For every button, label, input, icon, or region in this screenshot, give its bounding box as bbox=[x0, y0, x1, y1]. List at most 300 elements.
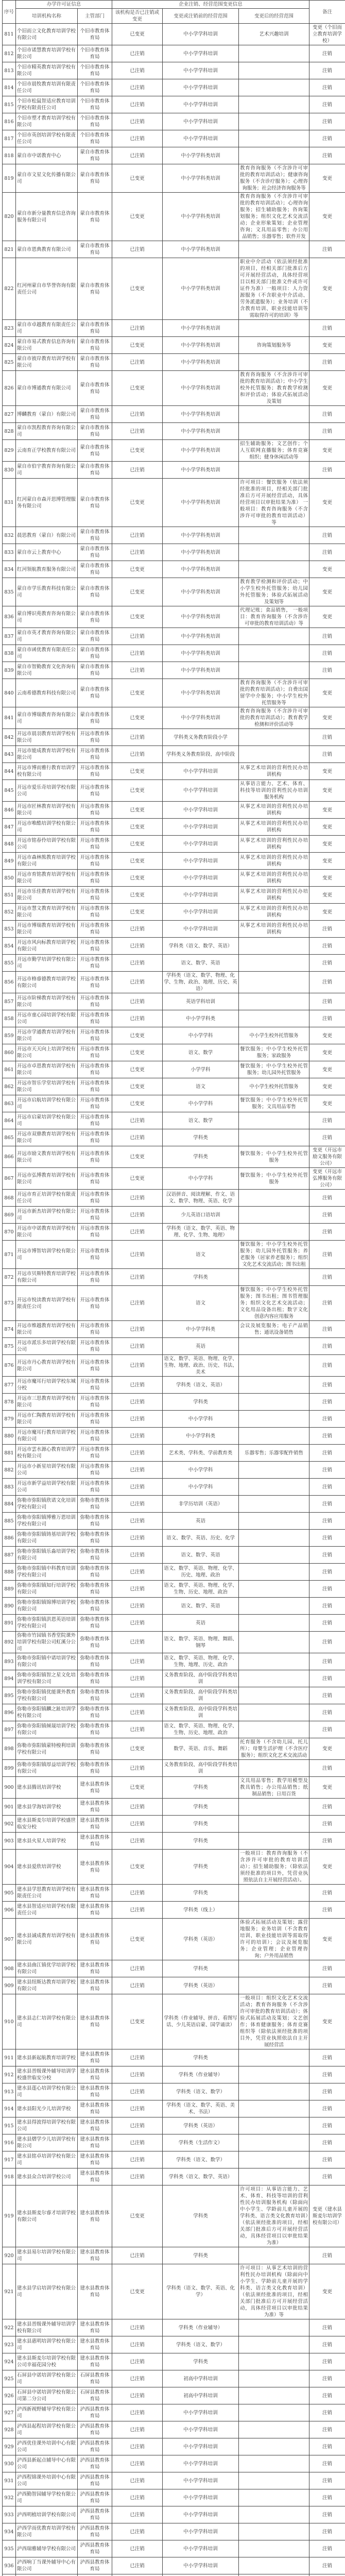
supervising-department: 弥勒市教育体育局 bbox=[78, 1738, 112, 1760]
status: 已变更 bbox=[112, 1146, 163, 1168]
scope-after bbox=[239, 2574, 309, 2576]
supervising-department: 开远市教育体育局 bbox=[78, 887, 112, 904]
table-row bbox=[3, 1885, 345, 1902]
status: 已注销 bbox=[112, 113, 163, 130]
table-row bbox=[3, 1687, 345, 1704]
remark: 变更 bbox=[309, 193, 345, 241]
status: 已注销 bbox=[112, 2168, 163, 2185]
scope-after bbox=[239, 96, 309, 113]
row-number: 853 bbox=[3, 921, 16, 938]
row-number: 899 bbox=[3, 1760, 16, 1777]
row-number: 830 bbox=[3, 462, 16, 479]
status: 已变更 bbox=[112, 164, 163, 193]
supervising-department: 开远市教育体育局 bbox=[78, 1321, 112, 1338]
scope-before: 学科类（英语） bbox=[163, 1977, 239, 1994]
remark: 注销 bbox=[309, 938, 345, 955]
scope-after bbox=[239, 544, 309, 561]
table-row bbox=[3, 1269, 345, 1286]
scope-after bbox=[239, 147, 309, 164]
table-row bbox=[3, 2185, 345, 2247]
scope-after: 文具用品零售；教学用模型及教具销售；办公用品销售；纸制品销售；日用百货 bbox=[239, 1777, 309, 1799]
scope-after bbox=[239, 2370, 309, 2387]
row-number: 929 bbox=[3, 2438, 16, 2455]
scope-after bbox=[239, 1632, 309, 1653]
table-row bbox=[3, 1632, 345, 1653]
remark: 注销 bbox=[309, 1428, 345, 1445]
table-row bbox=[3, 1168, 345, 1190]
scope-before: 中小学学科类 bbox=[163, 1010, 239, 1027]
status: 已注销 bbox=[112, 1269, 163, 1286]
status: 已注销 bbox=[112, 79, 163, 96]
institution-name: 开远市仁陶教育培训学校有限公司 bbox=[16, 1411, 78, 1428]
table-row bbox=[3, 337, 345, 354]
row-number: 833 bbox=[3, 544, 16, 561]
row-number: 863 bbox=[3, 1095, 16, 1112]
table-row bbox=[3, 628, 345, 645]
institution-name: 泸西勤智园辅导学校有限公司 bbox=[16, 2489, 78, 2506]
scope-before: 中小学学科培训 bbox=[163, 96, 239, 113]
status: 已注销 bbox=[112, 1394, 163, 1411]
supervising-department: 个旧市教育体育局 bbox=[78, 96, 112, 113]
institution-name: 个旧市英创培训学校有限责任公司 bbox=[16, 130, 78, 147]
supervising-department: 弥勒市教育体育局 bbox=[78, 1704, 112, 1721]
scope-after bbox=[239, 662, 309, 679]
remark: 变更 bbox=[309, 707, 345, 729]
header-status: 该机构是否已注销或变更 bbox=[112, 9, 163, 24]
scope-after bbox=[239, 241, 309, 258]
scope-before: 学科类 bbox=[163, 1850, 239, 1885]
supervising-department: 开远市教育体育局 bbox=[78, 1061, 112, 1078]
remark: 变更 bbox=[309, 1095, 345, 1112]
table-row bbox=[3, 1760, 345, 1777]
scope-before: 中小学学科培训 bbox=[163, 2489, 239, 2506]
table-row bbox=[3, 561, 345, 578]
scope-after bbox=[239, 1207, 309, 1224]
institution-name: 蒙自市新分量教育信息咨询服务有限公司 bbox=[16, 193, 78, 241]
status: 已变更 bbox=[112, 1027, 163, 1044]
supervising-department: 弥勒市教育体育局 bbox=[78, 1653, 112, 1670]
row-number: 829 bbox=[3, 440, 16, 462]
scope-after: 从事艺术培训的营利性民办培训机构 bbox=[239, 921, 309, 938]
scope-after bbox=[239, 1462, 309, 1479]
supervising-department: 泸西县教育体育局 bbox=[78, 2523, 112, 2540]
scope-after bbox=[239, 645, 309, 662]
supervising-department: 建水县教育体育局 bbox=[78, 1833, 112, 1850]
status: 已注销 bbox=[112, 241, 163, 258]
table-row bbox=[3, 2100, 345, 2117]
institution-name: 建水县学海培训学校 bbox=[16, 1799, 78, 1816]
supervising-department: 蒙自市教育体育局 bbox=[78, 440, 112, 462]
institution-name: 开远市新学益培训学校有限公司 bbox=[16, 1479, 78, 1496]
remark: 变更 bbox=[309, 371, 345, 406]
table-row bbox=[3, 1394, 345, 1411]
scope-before: 语文 bbox=[163, 1286, 239, 1321]
remark: 变更 bbox=[309, 164, 345, 193]
institution-name: 建水县晋级课外辅导培训学校盛世临安分校 bbox=[16, 2066, 78, 2083]
table-row bbox=[3, 1428, 345, 1445]
scope-before: 学科类（语文、数学） bbox=[163, 2336, 239, 2353]
remark: 注销 bbox=[309, 1010, 345, 1027]
scope-after: 咨询策划服务等 bbox=[239, 337, 309, 354]
institution-name: 泸西县起程培训学校有限公司 bbox=[16, 2421, 78, 2438]
supervising-department: 建水县教育体育局 bbox=[78, 2264, 112, 2319]
scope-before: 义务教育阶段、高中阶段学科类培训 bbox=[163, 1687, 239, 1704]
scope-after bbox=[239, 2247, 309, 2264]
status: 已注销 bbox=[112, 2404, 163, 2421]
table-row bbox=[3, 1010, 345, 1027]
row-number: 845 bbox=[3, 780, 16, 802]
supervising-department: 建水县教育体育局 bbox=[78, 2134, 112, 2151]
table-row bbox=[3, 1547, 345, 1564]
supervising-department: 开远市教育体育局 bbox=[78, 1207, 112, 1224]
supervising-department: 建水县教育体育局 bbox=[78, 2185, 112, 2247]
status bbox=[112, 2574, 163, 2576]
scope-after bbox=[239, 2117, 309, 2134]
scope-before: 学科类（线上） bbox=[163, 1902, 239, 1919]
status: 已注销 bbox=[112, 1598, 163, 1615]
status: 已变更 bbox=[112, 371, 163, 406]
scope-after bbox=[239, 1112, 309, 1129]
remark: 变更 bbox=[309, 606, 345, 628]
remark: 注销 bbox=[309, 1704, 345, 1721]
table-row bbox=[3, 258, 345, 320]
remark: 注销 bbox=[309, 2387, 345, 2404]
status: 已注销 bbox=[112, 1355, 163, 1377]
status: 已注销 bbox=[112, 2421, 163, 2438]
status: 已注销 bbox=[112, 2489, 163, 2506]
table-row bbox=[3, 1977, 345, 1994]
row-number: 915 bbox=[3, 2117, 16, 2134]
scope-after bbox=[239, 45, 309, 62]
scope-after: 教育咨询服务（不含涉许可审批的教育培训活动）；自费出国留学中介服务；中小学生校外托管服务等 bbox=[239, 679, 309, 707]
status: 已变更 bbox=[112, 1777, 163, 1799]
supervising-department: 蒙自市教育体育局 bbox=[78, 371, 112, 406]
institution-name: 建水县志仁培训学校有限公司 bbox=[16, 1994, 78, 2049]
institution-name: 建水县智适应培训学校有限责任公司 bbox=[16, 1902, 78, 1919]
table-row bbox=[3, 2247, 345, 2264]
scope-after: 餐饮服务；中小学生校外托管服务；幼儿园外托管服务；养老服务（居家养老服务）；组织文化艺术交流活动；图书出租 bbox=[239, 1241, 309, 1269]
table-row bbox=[3, 955, 345, 972]
row-number: 901 bbox=[3, 1799, 16, 1816]
row-number: 881 bbox=[3, 1445, 16, 1462]
scope-after: 一般项目：教育咨询服务（不含涉许可审批的教育培训活动）；招生辅助服务；（除依法须经批准的项目外，凭营业执照依法自主开展经营活动）。 bbox=[239, 1850, 309, 1885]
row-number: 834 bbox=[3, 561, 16, 578]
scope-before: 中小学学科培训 bbox=[163, 2404, 239, 2421]
remark: 注销 bbox=[309, 406, 345, 423]
table-row bbox=[3, 1321, 345, 1338]
institution-name: 开远市博而雅行教育培训学校有限公司 bbox=[16, 763, 78, 780]
institution-name: 石屏县中诺培训学校有限公司 bbox=[16, 2370, 78, 2387]
remark: 变更 bbox=[309, 479, 345, 527]
scope-before: 中小学学科培训 bbox=[163, 2557, 239, 2574]
remark: 注销 bbox=[309, 2472, 345, 2489]
table-row bbox=[3, 2319, 345, 2336]
scope-after: 一般项目：组织文化艺术交流活动；教育咨询服务（不含涉许可审批的教育培训活动）；体验式拓展活动及策划；文艺创作；体育健康服务；体育竞赛组织等（除依法须经批准的项目外，凭营业执照依法自主开展经营活 bbox=[239, 1994, 309, 2049]
row-number: 820 bbox=[3, 193, 16, 241]
supervising-department: 蒙自市教育体育局 bbox=[78, 423, 112, 440]
institution-name: 开远市博智培训学校有限公司 bbox=[16, 1241, 78, 1269]
scope-before: 中小学学科培训 bbox=[163, 45, 239, 62]
status: 已注销 bbox=[112, 2557, 163, 2574]
supervising-department: 建水县教育体育局 bbox=[78, 2151, 112, 2168]
institution-name: 开远市启蒙培训学校有限公司 bbox=[16, 1112, 78, 1129]
status: 已注销 bbox=[112, 1530, 163, 1547]
scope-before: 义务教育阶段、高中阶段学科类培训 bbox=[163, 1704, 239, 1721]
institution-name: 弥勒市弥阳镇锦博培训学校有限公司 bbox=[16, 1598, 78, 1615]
status: 已注销 bbox=[112, 1799, 163, 1816]
status: 已注销 bbox=[112, 1338, 163, 1355]
scope-before: 中小学学科培训 bbox=[163, 2523, 239, 2540]
remark: 注销 bbox=[309, 1355, 345, 1377]
scope-after bbox=[239, 1977, 309, 1994]
remark: 注销 bbox=[309, 1445, 345, 1462]
supervising-department: 弥勒市教育体育局 bbox=[78, 1760, 112, 1777]
scope-after: 会议及展览服务；电子产品销售；通讯设备销售 bbox=[239, 1321, 309, 1338]
table-row bbox=[3, 130, 345, 147]
table-row bbox=[3, 1513, 345, 1530]
table-row bbox=[3, 1704, 345, 1721]
remark: 注销 bbox=[309, 921, 345, 938]
status: 已变更 bbox=[112, 870, 163, 887]
supervising-department: 开远市教育体育局 bbox=[78, 1241, 112, 1269]
status: 已变更 bbox=[112, 1168, 163, 1190]
table-row bbox=[3, 544, 345, 561]
remark: 注销 bbox=[309, 1581, 345, 1598]
table-row bbox=[3, 2117, 345, 2134]
institution-name: 开远市魔耳行教育培训学校有限公司 bbox=[16, 1428, 78, 1445]
row-number: 934 bbox=[3, 2523, 16, 2540]
remark: 变更 bbox=[309, 1044, 345, 1061]
row-number: 936 bbox=[3, 2557, 16, 2574]
status: 已注销 bbox=[112, 2370, 163, 2387]
scope-after bbox=[239, 1394, 309, 1411]
scope-after bbox=[239, 79, 309, 96]
scope-before: 中小学学科类培训 bbox=[163, 147, 239, 164]
status: 已注销 bbox=[112, 1377, 163, 1394]
institution-name: 个旧市晨牧教育培训有限责任公司 bbox=[16, 79, 78, 96]
scope-after bbox=[239, 62, 309, 79]
institution-name: 开远市天天向上培训学校有限公司 bbox=[16, 1044, 78, 1061]
scope-after bbox=[239, 2049, 309, 2066]
status: 已注销 bbox=[112, 462, 163, 479]
status: 已注销 bbox=[112, 1241, 163, 1269]
status: 已注销 bbox=[112, 1286, 163, 1321]
scope-after bbox=[239, 746, 309, 763]
status: 已注销 bbox=[112, 2134, 163, 2151]
row-number: 811 bbox=[3, 24, 16, 45]
row-number: 914 bbox=[3, 2100, 16, 2117]
status: 已变更 bbox=[112, 853, 163, 870]
institution-name: 蒙自市文星文化传播有限公司 bbox=[16, 164, 78, 193]
row-number: 893 bbox=[3, 1653, 16, 1670]
row-number: 862 bbox=[3, 1078, 16, 1095]
institution-name: 建水县爱欣培训学校 bbox=[16, 1850, 78, 1885]
registry-table bbox=[2, 0, 345, 2576]
scope-before: 中小学学科培训 bbox=[163, 819, 239, 836]
supervising-department: 建水县教育体育局 bbox=[78, 1777, 112, 1799]
remark: 变更 bbox=[309, 853, 345, 870]
scope-after: 许可项目：从事语言能力、艺术、体育、科技等培训的营利性民办培训服务机构（除面向中小学生、学龄前儿童开展的学科类、语言类文化教育培训）（依法须经批准的项目，经相关部门批准后方可开展经营活动，具体经营项目以审批结果为准） bbox=[239, 2185, 309, 2247]
table-row bbox=[3, 1061, 345, 1078]
scope-after bbox=[239, 1760, 309, 1777]
status: 已注销 bbox=[112, 645, 163, 662]
row-number: 925 bbox=[3, 2370, 16, 2387]
status: 已注销 bbox=[112, 1760, 163, 1777]
scope-before: 中小学学科 bbox=[163, 1462, 239, 1479]
supervising-department: 开远市教育体育局 bbox=[78, 1224, 112, 1241]
row-number: 930 bbox=[3, 2455, 16, 2472]
scope-after bbox=[239, 320, 309, 337]
remark: 注销 bbox=[309, 320, 345, 337]
supervising-department: 泸西县教育体育局 bbox=[78, 2557, 112, 2574]
scope-after bbox=[239, 2083, 309, 2100]
status: 已注销 bbox=[112, 1615, 163, 1632]
status: 已注销 bbox=[112, 2151, 163, 2168]
scope-after bbox=[239, 423, 309, 440]
remark: 注销 bbox=[309, 729, 345, 746]
supervising-department: 建水县教育体育局 bbox=[78, 1850, 112, 1885]
row-number: 884 bbox=[3, 1496, 16, 1513]
status: 已变更 bbox=[112, 2264, 163, 2319]
status: 已注销 bbox=[112, 2117, 163, 2134]
row-number: 911 bbox=[3, 2049, 16, 2066]
remark: 注销 bbox=[309, 45, 345, 62]
scope-before: 英语 bbox=[163, 1338, 239, 1355]
scope-after bbox=[239, 130, 309, 147]
table-row bbox=[3, 1564, 345, 1581]
scope-before: 中小学学科培训 bbox=[163, 870, 239, 887]
row-number: 921 bbox=[3, 2264, 16, 2319]
scope-before: 中小学学科类培训 bbox=[163, 440, 239, 462]
scope-before: 中小学学科类培训 bbox=[163, 544, 239, 561]
row-number: 903 bbox=[3, 1833, 16, 1850]
supervising-department: 建水县教育体育局 bbox=[78, 1885, 112, 1902]
supervising-department: 蒙自市教育体育局 bbox=[78, 320, 112, 337]
supervising-department: 泸西县教育体育局 bbox=[78, 2404, 112, 2421]
row-number: 889 bbox=[3, 1581, 16, 1598]
scope-after bbox=[239, 1496, 309, 1513]
table-row bbox=[3, 887, 345, 904]
scope-after: 教育咨询服务（不含涉许可审批的教育培训活动）；中小学生校外托管服务；教育教学检测和评价活动；体验式拓展活动及策划 bbox=[239, 371, 309, 406]
table-row bbox=[3, 164, 345, 193]
supervising-department: 开远市教育体育局 bbox=[78, 1269, 112, 1286]
remark: 注销 bbox=[309, 1615, 345, 1632]
institution-name: 建水县易尔培训学校有限公司 bbox=[16, 2247, 78, 2264]
scope-after: 艺术兴趣培训 bbox=[239, 24, 309, 45]
scope-before: 中小学学科 bbox=[163, 1479, 239, 1496]
status: 已注销 bbox=[112, 2506, 163, 2523]
institution-name: 开远市丹心教育培训学校有限公司 bbox=[16, 1355, 78, 1377]
scope-before: 中小学学科培训 bbox=[163, 2438, 239, 2455]
table-row bbox=[3, 2489, 345, 2506]
row-number: 932 bbox=[3, 2489, 16, 2506]
status: 已注销 bbox=[112, 423, 163, 440]
status: 已注销 bbox=[112, 1112, 163, 1129]
status: 已注销 bbox=[112, 2083, 163, 2100]
remark: 注销 bbox=[309, 1687, 345, 1704]
remark: 注销 bbox=[309, 130, 345, 147]
supervising-department: 弥勒市教育体育局 bbox=[78, 1687, 112, 1704]
institution-name: 个旧而立文化教育培训学校有限公司 bbox=[16, 24, 78, 45]
institution-name: 蒙自市博通教育有限公司 bbox=[16, 371, 78, 406]
remark: 注销 bbox=[309, 1462, 345, 1479]
institution-name: 开远市育正培训学校有限责任公司 bbox=[16, 1190, 78, 1207]
row-number: 906 bbox=[3, 1902, 16, 1919]
remark: 注销 bbox=[309, 2336, 345, 2353]
supervising-department: 蒙自市教育体育局 bbox=[78, 628, 112, 645]
row-number: 847 bbox=[3, 819, 16, 836]
remark: 注销 bbox=[309, 1960, 345, 1977]
supervising-department: 开远市教育体育局 bbox=[78, 1428, 112, 1445]
supervising-department: 泸西县教育体育局 bbox=[78, 2540, 112, 2557]
table-row bbox=[3, 423, 345, 440]
row-number: 872 bbox=[3, 1269, 16, 1286]
remark: 变更 bbox=[309, 578, 345, 606]
status: 已注销 bbox=[112, 2066, 163, 2083]
remark: 变更（开远市弘博服务有限公司） bbox=[309, 1168, 345, 1190]
institution-name: 蒙自市易式教育信息咨询有限公司 bbox=[16, 337, 78, 354]
remark: 注销 bbox=[309, 1653, 345, 1670]
remark: 注销 bbox=[309, 1760, 345, 1777]
supervising-department: 弥勒市教育体育局 bbox=[78, 1721, 112, 1738]
scope-after bbox=[239, 2168, 309, 2185]
status: 已注销 bbox=[112, 1190, 163, 1207]
supervising-department: 泸西县教育体育局 bbox=[78, 2438, 112, 2455]
scope-after: 教育咨询服务（不含涉许可审批的教育培训活动）；心理咨询服务；招生辅助服务；咨询策划服务；组织文化艺术交流活动；企业形象策划；企业管理咨询；文具用品零售；办公用品销售；乐器零售；软件开发 bbox=[239, 193, 309, 241]
institution-name: 蒙自市博瑞教育咨询有限公司 bbox=[16, 707, 78, 729]
table-row bbox=[3, 729, 345, 746]
remark: 注销 bbox=[309, 628, 345, 645]
scope-after bbox=[239, 1816, 309, 1833]
institution-name: 开远市慧文教育培训学校有限公司 bbox=[16, 904, 78, 921]
remark: 注销 bbox=[309, 2523, 345, 2540]
row-number: 908 bbox=[3, 1960, 16, 1977]
supervising-department: 开远市教育体育局 bbox=[78, 1394, 112, 1411]
remark: 变更 bbox=[309, 763, 345, 780]
supervising-department: 开远市教育体育局 bbox=[78, 1112, 112, 1129]
row-number: 861 bbox=[3, 1061, 16, 1078]
supervising-department: 开远市教育体育局 bbox=[78, 921, 112, 938]
scope-after: 托育服务（不含幼儿园、托儿所）；母婴生活护理（不含医疗服务）；组织文化艺术交流活动 bbox=[239, 1738, 309, 1760]
table-row bbox=[3, 2151, 345, 2168]
row-number: 852 bbox=[3, 904, 16, 921]
remark: 变更 bbox=[309, 1777, 345, 1799]
scope-after bbox=[239, 938, 309, 955]
table-row bbox=[3, 870, 345, 887]
remark: 注销 bbox=[309, 62, 345, 79]
supervising-department: 开远市教育体育局 bbox=[78, 819, 112, 836]
status: 已注销 bbox=[112, 993, 163, 1010]
status: 已注销 bbox=[112, 2472, 163, 2489]
remark: 注销 bbox=[309, 1885, 345, 1902]
row-number: 844 bbox=[3, 763, 16, 780]
supervising-department: 个旧市教育体育局 bbox=[78, 62, 112, 79]
scope-before: 中小学学科 bbox=[163, 1411, 239, 1428]
table-row bbox=[3, 972, 345, 993]
scope-after bbox=[239, 1377, 309, 1394]
scope-before: 语文、数学、英语、物理、化学、生物、地理、历史、政治 bbox=[163, 1653, 239, 1670]
row-number: 878 bbox=[3, 1394, 16, 1411]
status: 已注销 bbox=[112, 1129, 163, 1146]
table-row bbox=[3, 1833, 345, 1850]
scope-after bbox=[239, 1269, 309, 1286]
scope-before: 少儿英语口语培训 bbox=[163, 1207, 239, 1224]
status: 已注销 bbox=[112, 1207, 163, 1224]
row-number: 894 bbox=[3, 1670, 16, 1687]
supervising-department: 弥勒市教育体育局 bbox=[78, 1513, 112, 1530]
remark: 变更 bbox=[309, 870, 345, 887]
header-group-license: 办学许可证信息 bbox=[16, 1, 112, 9]
